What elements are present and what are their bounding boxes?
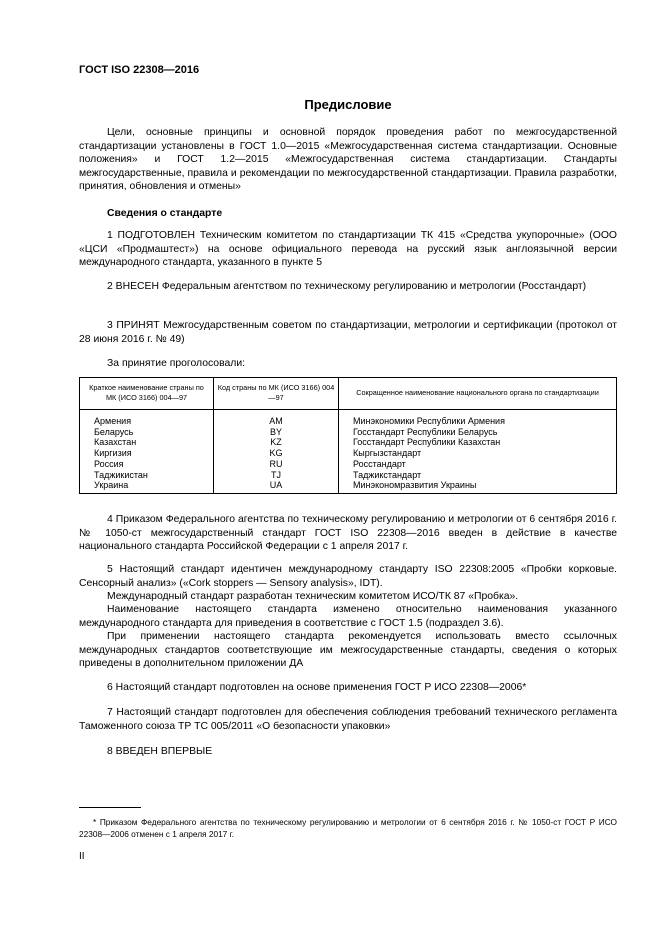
table-header-body: Сокращенное наименование национального органа по стандартизации [339, 378, 617, 410]
info-heading: Сведения о стандарте [107, 208, 223, 219]
code-cell: KG [214, 448, 339, 459]
item-5-committee: Международный стандарт разработан техническим комитетом ИСО/ТК 87 «Пробка». [107, 591, 519, 602]
vote-label: За принятие проголосовали: [107, 358, 246, 369]
intro-paragraph: Цели, основные принципы и основной порядок проведения работ по межгосударственной стандартизации установлены в ГОСТ 1.0—2015 «Межгосударственная система стандартизации. Основные положения» и ГОСТ 1.2—2015 «Межгосударственная система стандартизации. Стандарты межгосударственные, правила и рекомендации по межгосударственной стандартизации. Правила разработки, принятия, обновления и отмены» [79, 127, 617, 192]
table-header-country: Краткое наименование страны по МК (ИСО 3166) 004—97 [80, 378, 214, 410]
footnote-divider [79, 807, 141, 808]
country-cell: Таджикистан [80, 470, 214, 481]
body-cell: Минэкономики Республики Армения [339, 410, 617, 427]
item-3-paragraph: 3 ПРИНЯТ Межгосударственным советом по стандартизации, метрологии и сертификации (протокол от 28 июня 2016 г. № 49) [79, 320, 617, 345]
item-2-paragraph: 2 ВНЕСЕН Федеральным агентством по техническому регулированию и метрологии (Росстандарт) [107, 281, 587, 292]
item-5-paragraph: 5 Настоящий стандарт идентичен международному стандарту ISO 22308:2005 «Пробки корковые. Сенсорный анализ» («Cork stoppers — Sensory analysis», IDT). [79, 564, 617, 589]
code-cell: KZ [214, 437, 339, 448]
country-cell: Казахстан [80, 437, 214, 448]
table-row [80, 437, 617, 448]
table-header-code: Код страны по МК (ИСО 3166) 004—97 [214, 378, 339, 410]
table-row [80, 470, 617, 481]
country-cell: Киргизия [80, 448, 214, 459]
item-4-paragraph: 4 Приказом Федерального агентства по техническому регулированию и метрологии от 6 сентября 2016 г. № 1050-ст межгосударственный стандарт ГОСТ ISO 22308—2016 введен в действие в качестве национального стандарта Российской Федерации с 1 апреля 2017 г. [79, 514, 617, 552]
voting-countries-table [79, 377, 617, 494]
country-cell: Украина [80, 480, 214, 493]
body-cell: Госстандарт Республики Казахстан [339, 437, 617, 448]
body-cell: Госстандарт Республики Беларусь [339, 427, 617, 438]
page-title: Предисловие [304, 97, 392, 112]
footnote: * Приказом Федерального агентства по техническому регулированию и метрологии от 6 сентября 2016 г. № 1050-ст ГОСТ Р ИСО 22308—2006 отменен с 1 апреля 2017 г. [79, 817, 617, 839]
table-row [80, 448, 617, 459]
body-cell: Таджикстандарт [339, 470, 617, 481]
item-1-paragraph: 1 ПОДГОТОВЛЕН Техническим комитетом по стандартизации ТК 415 «Средства укупорочные» (ООО «ЦСИ «Продмаштест») на основе официального перевода на русский язык англоязычной версии международного стандарта, указанного в пункте 5 [79, 230, 617, 268]
table-row [80, 480, 617, 493]
country-cell: Россия [80, 459, 214, 470]
code-cell: UA [214, 480, 339, 493]
country-cell: Армения [80, 410, 214, 427]
body-cell: Кыргызстандарт [339, 448, 617, 459]
item-5-name-change: Наименование настоящего стандарта изменено относительно наименования указанного международного стандарта для приведения в соответствие с ГОСТ 1.5 (подраздел 3.6). [79, 604, 617, 629]
code-cell: TJ [214, 470, 339, 481]
country-cell: Беларусь [80, 427, 214, 438]
code-cell: AM [214, 410, 339, 427]
table-row [80, 410, 617, 427]
code-cell: BY [214, 427, 339, 438]
page-number: II [79, 851, 85, 862]
body-cell: Росстандарт [339, 459, 617, 470]
document-id-header: ГОСТ ISO 22308—2016 [79, 64, 200, 76]
table-row [80, 459, 617, 470]
code-cell: RU [214, 459, 339, 470]
item-5-references: При применении настоящего стандарта рекомендуется использовать вместо ссылочных международных стандартов соответствующие им межгосударственные стандарты, сведения о которых приведены в дополнительном приложении ДА [79, 631, 617, 669]
item-7-paragraph: 7 Настоящий стандарт подготовлен для обеспечения соблюдения требований технического регламента Таможенного союза ТР ТС 005/2011 «О безопасности упаковки» [79, 707, 617, 732]
body-cell: Минэкономразвития Украины [339, 480, 617, 493]
table-row [80, 427, 617, 438]
item-8-paragraph: 8 ВВЕДЕН ВПЕРВЫЕ [107, 746, 213, 757]
item-6-paragraph: 6 Настоящий стандарт подготовлен на основе применения ГОСТ Р ИСО 22308—2006* [107, 682, 527, 693]
